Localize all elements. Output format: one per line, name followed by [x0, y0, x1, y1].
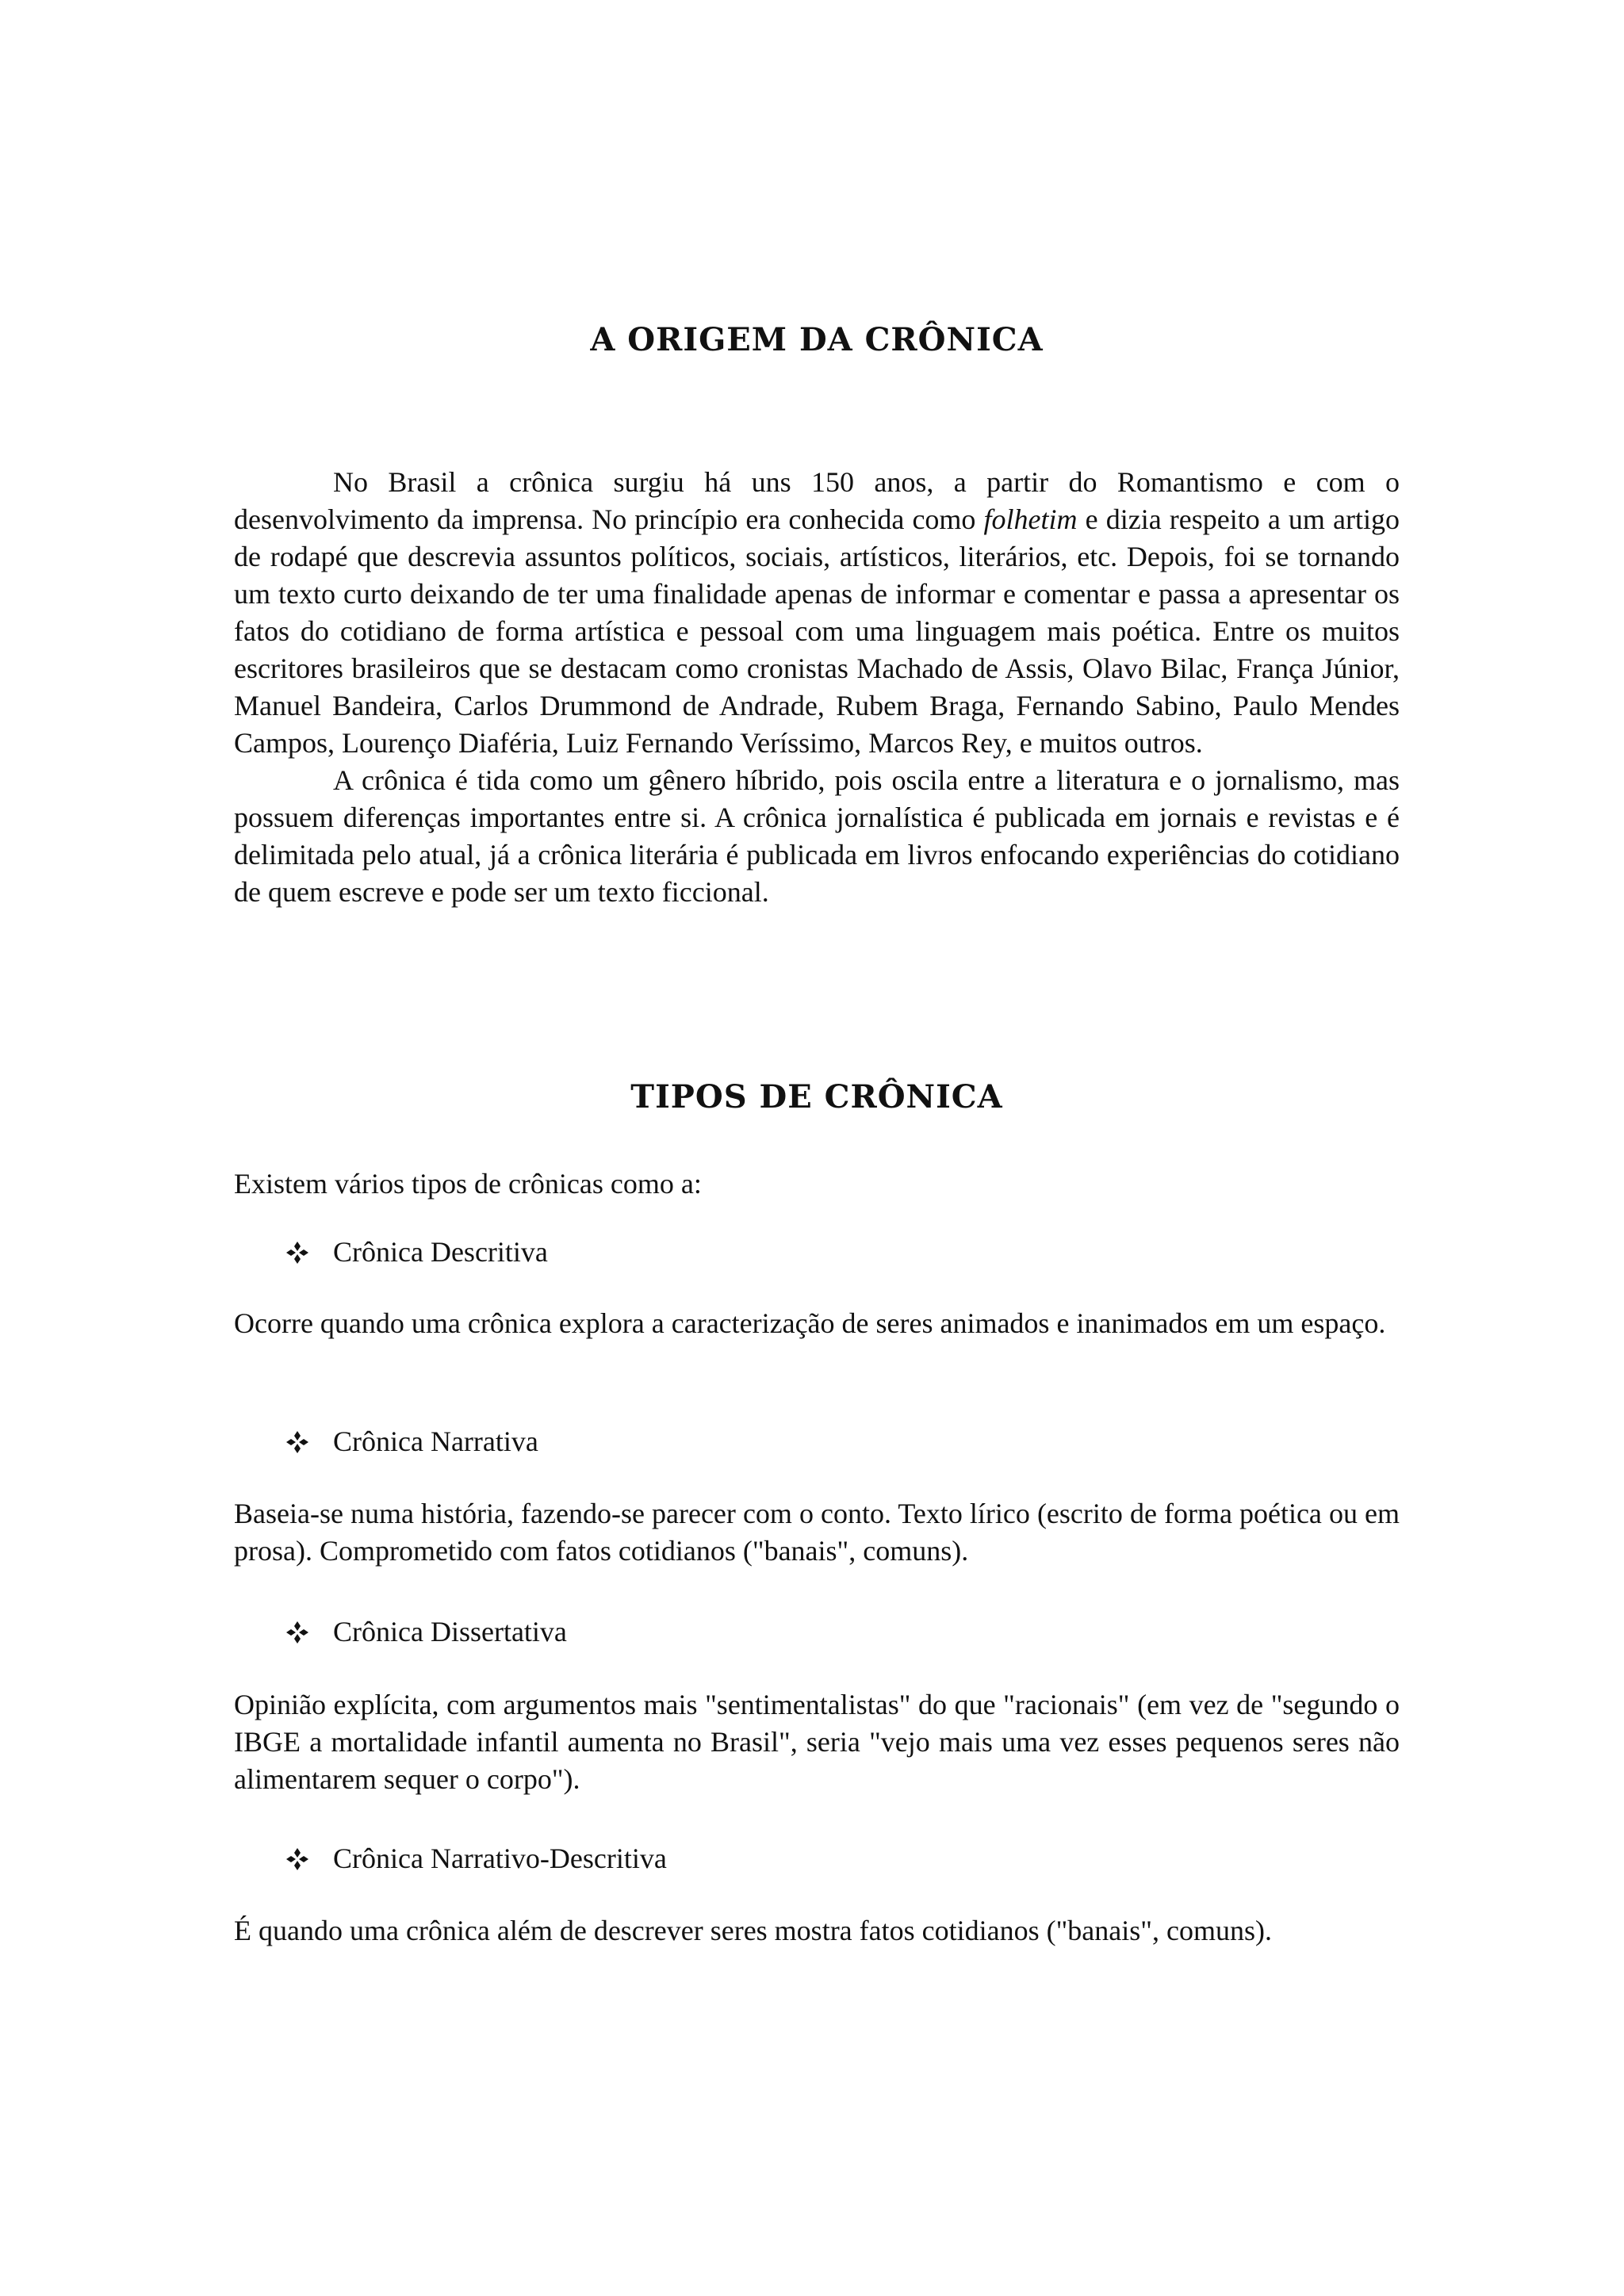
origin-paragraph-1	[234, 464, 1400, 762]
origin-paragraph-1-part-a: No Brasil a crônica surgiu há uns 150 anos, a partir do Romantismo e com o desenvolvimento da imprensa. No princípio era conhecida como	[234, 466, 1400, 535]
type-description-dissertativa: Opinião explícita, com argumentos mais "sentimentalistas" do que "racionais" (em vez de "segundo o IBGE a mortalidade infantil aumenta no Brasil", seria "vejo mais uma vez esses pequenos seres não alimentarem sequer o corpo").	[234, 1689, 1400, 1795]
four-diamond-bullet-icon	[285, 1430, 309, 1454]
list-item	[285, 1234, 1316, 1271]
four-diamond-bullet-icon	[285, 1241, 309, 1265]
type-label-descritiva: Crônica Descritiva	[333, 1236, 548, 1268]
type-description-narrativo-descritiva: É quando uma crônica além de descrever seres mostra fatos cotidianos ("banais", comuns).	[234, 1915, 1272, 1946]
folhetim-italic-term: folhetim	[983, 503, 1078, 535]
section-title-types: TIPOS DE CRÔNICA	[630, 1078, 1003, 1115]
type-description-narrativa: Baseia-se numa história, fazendo-se parecer com o conto. Texto lírico (escrito de forma poética ou em prosa). Comprometido com fatos cotidianos ("banais", comuns).	[234, 1498, 1400, 1567]
origin-section-body	[234, 464, 1400, 911]
list-item	[285, 1840, 1316, 1877]
types-intro: Existem vários tipos de crônicas como a:	[234, 1168, 702, 1200]
origin-paragraph-1-part-b: e dizia respeito a um artigo de rodapé que descrevia assuntos políticos, sociais, artísticos, literários, etc. Depois, foi se tornando um texto curto deixando de ter uma finalidade apenas de informar e comentar e passa a apresentar os fatos do cotidiano de forma artística e pessoal com uma linguagem mais poética. Entre os muitos escritores brasileiros que se destacam como cronistas Machado de Assis, Olavo Bilac, França Júnior, Manuel Bandeira, Carlos Drummond de Andrade, Rubem Braga, Fernando Sabino, Paulo Mendes Campos, Lourenço Diaféria, Luiz Fernando Veríssimo, Marcos Rey, e muitos outros.	[234, 503, 1400, 759]
document-page	[234, 0, 1400, 2296]
list-item	[285, 1613, 1316, 1651]
type-label-dissertativa: Crônica Dissertativa	[333, 1616, 567, 1647]
origin-paragraph-2: A crônica é tida como um gênero híbrido, pois oscila entre a literatura e o jornalismo, mas possuem diferenças importantes entre si. A crônica jornalística é publicada em jornais e revistas e é delimitada pelo atual, já a crônica literária é publicada em livros enfocando experiências do cotidiano de quem escreve e pode ser um texto ficcional.	[234, 764, 1400, 908]
type-label-narrativo-descritiva: Crônica Narrativo-Descritiva	[333, 1843, 667, 1874]
list-item	[285, 1423, 1316, 1460]
type-description-descritiva: Ocorre quando uma crônica explora a caracterização de seres animados e inanimados em um espaço.	[234, 1307, 1386, 1339]
section-title-origin: A ORIGEM DA CRÔNICA	[590, 321, 1044, 358]
four-diamond-bullet-icon	[285, 1621, 309, 1644]
type-label-narrativa: Crônica Narrativa	[333, 1425, 538, 1457]
four-diamond-bullet-icon	[285, 1847, 309, 1871]
